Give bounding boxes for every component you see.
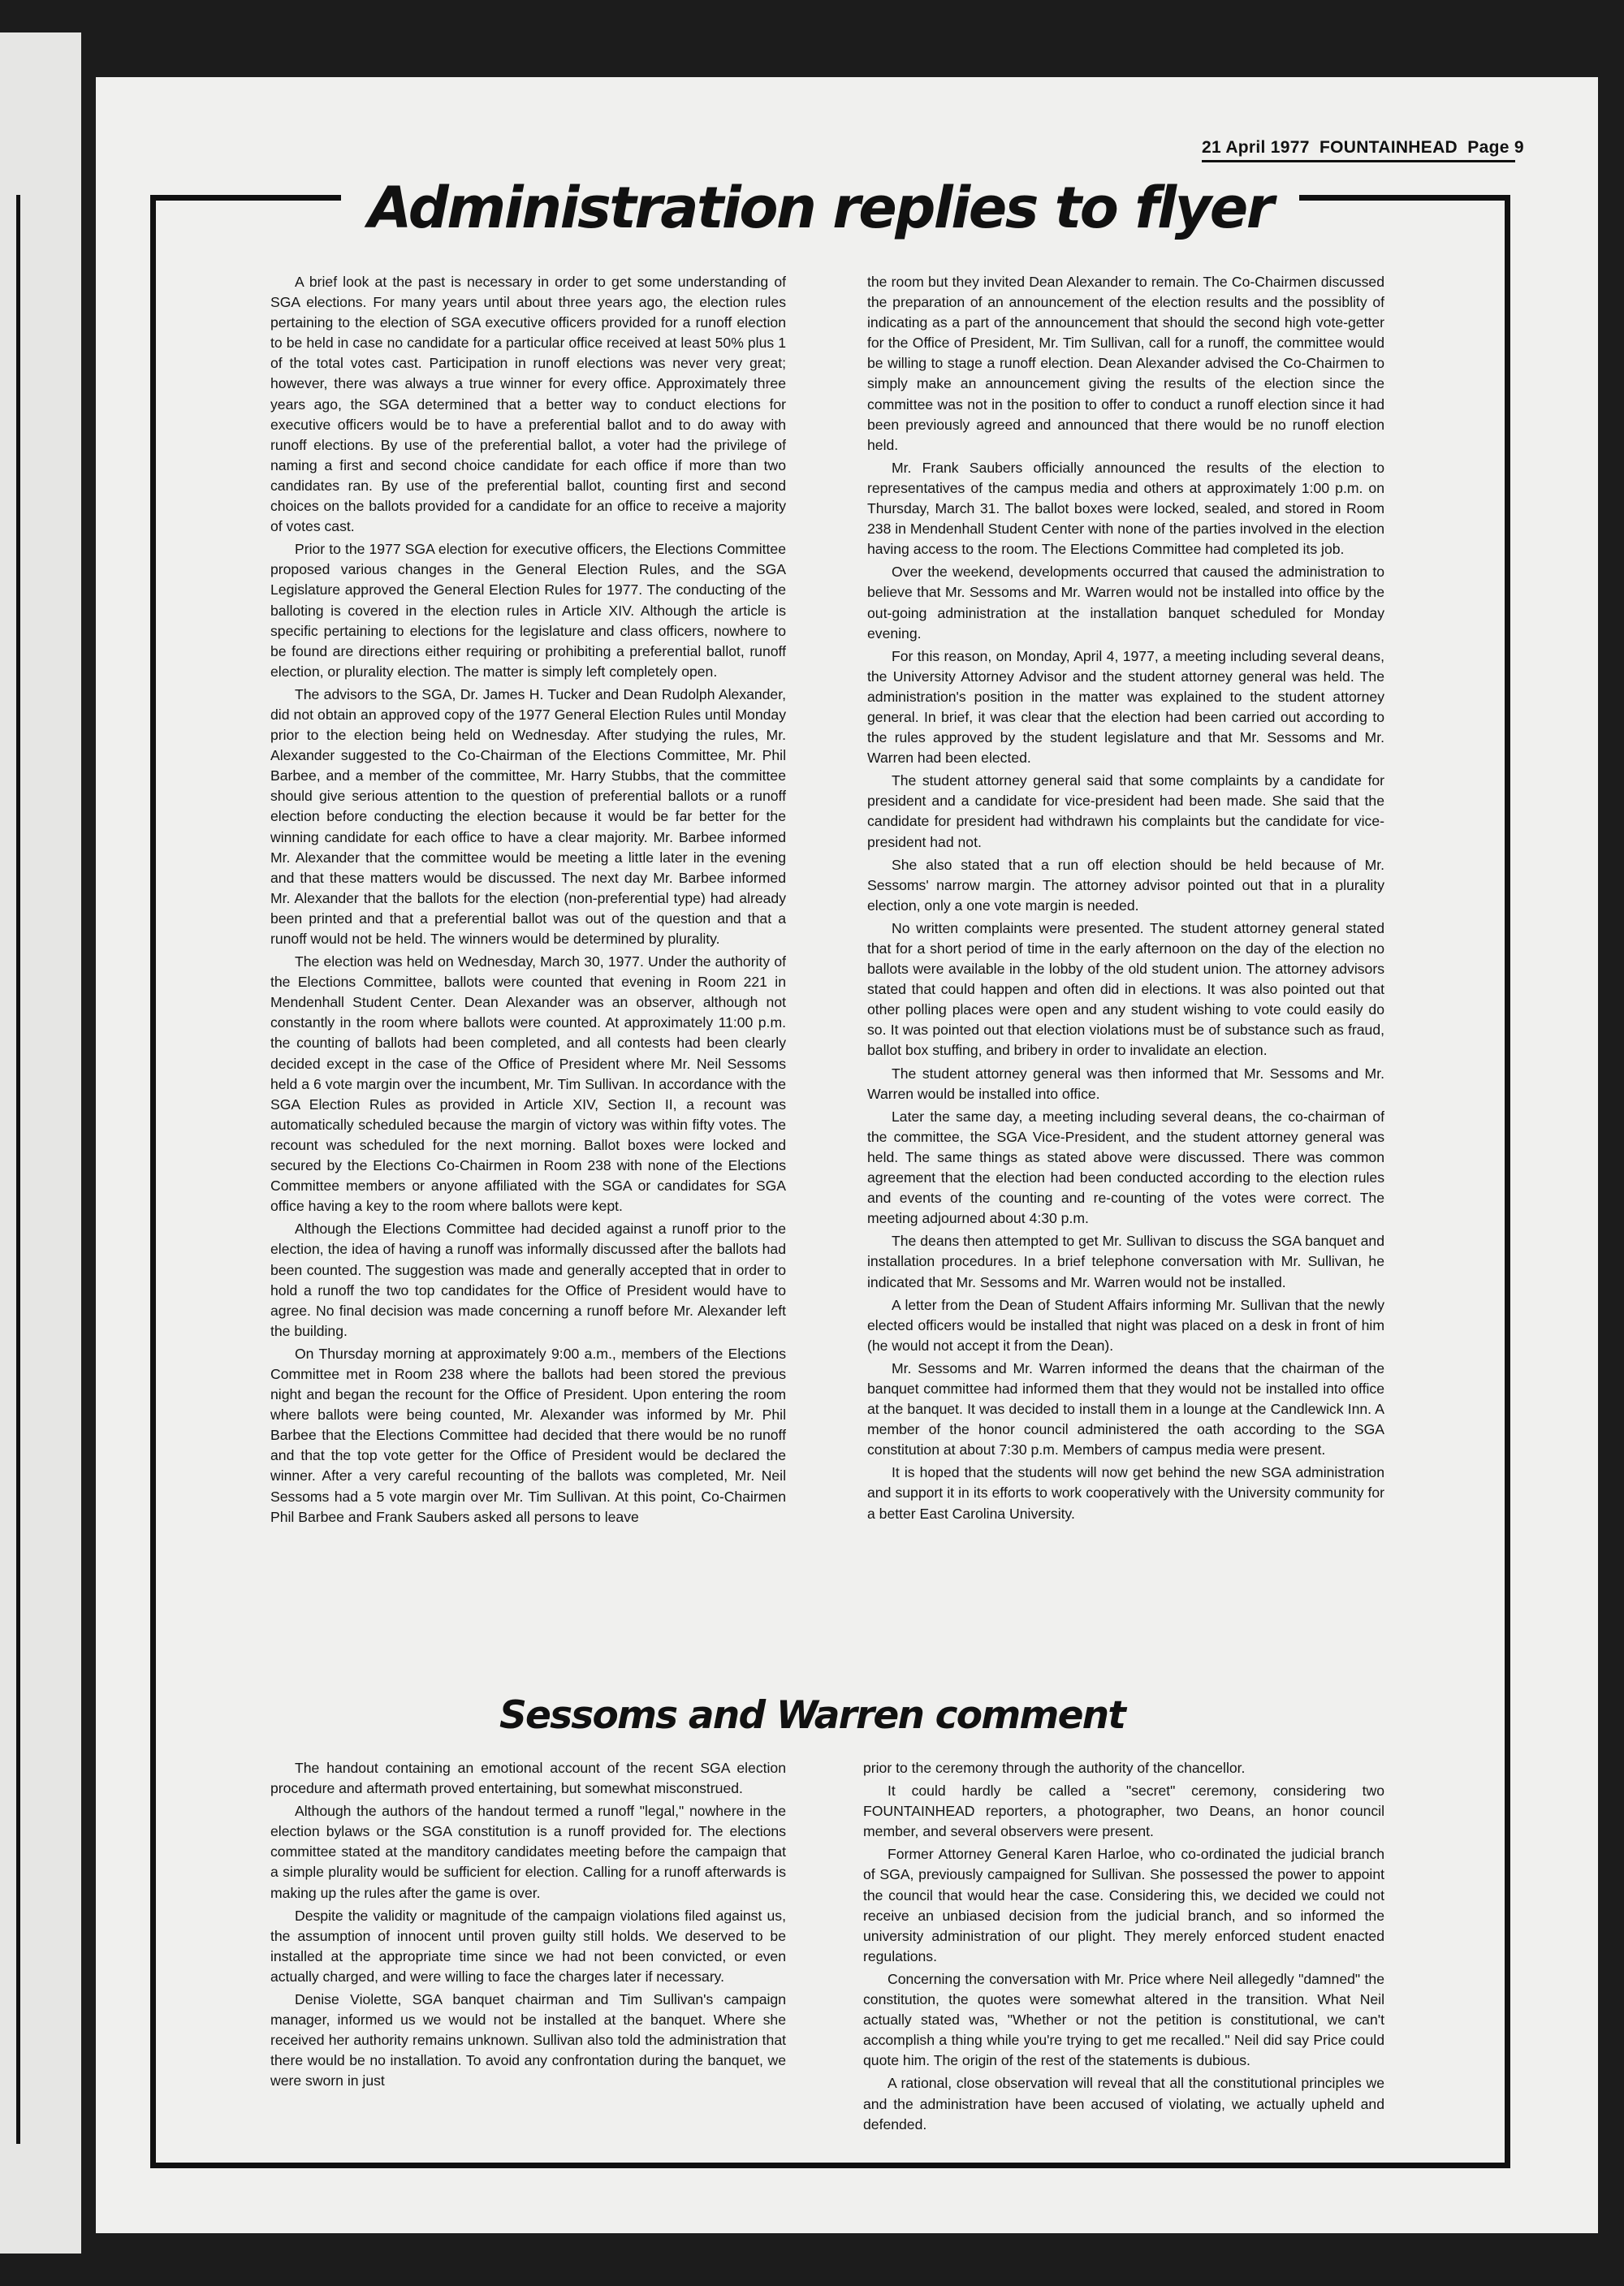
paragraph: Mr. Frank Saubers officially announced the results of the election to representatives of the campus media and others at approximately 1:00 p.m. on Thursday, March 31. The ballot boxes were locked, sealed, and stored in Room 238 in Mendenhall Student Center with none of the parties involved in the election having access to the room. The Elections Committee had completed its job. [867, 459, 1384, 558]
paragraph: Concerning the conversation with Mr. Price where Neil allegedly "damned" the constitution, the quotes were somewhat altered in the transition. What Neil actually stated was, "Whether or not the petition is constitutional, we can't accomplish a thing while you're trying to get me recalled." Neil did say Price could quote him. The origin of the rest of the statements is dubious. [863, 1970, 1384, 2069]
adjacent-page-edge [0, 32, 81, 2254]
paragraph: No written complaints were presented. The student attorney general stated that for a short period of time in the early afternoon on the day of the election no ballots were available in the lobby of the old student union. The attorney advisors stated that could happen and often did in elections. It was also pointed out that other polling places were open and any student wishing to vote could easily do so. It was pointed out that election violations must be of substance such as fraud, ballot box stuffing, and bribery in order to invalidate an election. [867, 919, 1384, 1059]
paragraph: The advisors to the SGA, Dr. James H. Tucker and Dean Rudolph Alexander, did not obtain an approved copy of the 1977 General Election Rules until Monday prior to the election being held on Wednesday. After studying the rules, Mr. Alexander suggested to the Co-Chairman of the Elections Committee, Mr. Phil Barbee, and a member of the committee, Mr. Harry Stubbs, that the committee should give serious attention to the question of preferential ballots or a runoff election before conducting the election because it would be far better for the winning candidate for each office to have a clear majority. Mr. Barbee informed Mr. Alexander that the committee would be meeting a little later in the evening and that these matters would be discussed. The next day Mr. Barbee informed Mr. Alexander that the ballots for the election (non-preferential type) had already been printed and that a preferential ballot was out of the question and that a runoff would not be held. The winners would be determined by plurality. [270, 685, 786, 947]
folio-rule [1202, 160, 1515, 162]
paragraph: Former Attorney General Karen Harloe, who co-ordinated the judicial branch of SGA, previously campaigned for Sullivan. She possessed the power to appoint the council that would hear the case. Considering this, we decided we could not receive an unbiased decision from the judicial branch, and so informed the university administration of our plight. They merely enforced student enacted regulations. [863, 1846, 1384, 1964]
article-column-1 [270, 272, 786, 1689]
page-number: Page 9 [1467, 138, 1524, 157]
paragraph: A rational, close observation will reveal that all the constitutional principles we and the administration have been accused of violating, we actually upheld and defended. [863, 2075, 1384, 2133]
sub-article-column-2 [863, 1758, 1384, 2148]
paragraph: A letter from the Dean of Student Affairs informing Mr. Sullivan that the newly elected officers would be installed that night was placed on a desk in front of him (he would not accept it from the Dean). [867, 1296, 1384, 1354]
paragraph: On Thursday morning at approximately 9:00 a.m., members of the Elections Committee met in Room 238 where the ballots had been stored the previous night and began the recount for the Office of President. Upon entering the room where ballots were being counted, Mr. Alexander was informed by Mr. Phil Barbee that the Elections Committee had decided that there would be no runoff and that the top vote getter for the Office of President would be declared the winner. After a very careful recounting of the ballots was completed, Mr. Neil Sessoms had a 5 vote margin over Mr. Tim Sullivan. At this point, Co-Chairmen Phil Barbee and Frank Saubers asked all persons to leave [270, 1345, 786, 1525]
paragraph: Over the weekend, developments occurred that caused the administration to believe that Mr. Sessoms and Mr. Warren would not be installed into office by the out-going administration at the installation banquet scheduled for Monday evening. [867, 564, 1384, 642]
paragraph: It is hoped that the students will now get behind the new SGA administration and support it in its efforts to work cooperatively with the University community for a better East Carolina University. [867, 1464, 1384, 1522]
paragraph: Despite the validity or magnitude of the campaign violations filed against us, the assumption of innocent until proven guilty still holds. We deserved to be installed at the appropriate time since we had not been convicted, or even actually charged, and were willing to face the charges later if necessary. [270, 1907, 786, 1985]
paragraph: It could hardly be called a "secret" ceremony, considering two FOUNTAINHEAD reporters, a photographer, two Deans, an honor council member, and several observers were present. [863, 1783, 1384, 1840]
sub-article-column-1 [270, 1758, 786, 2148]
paragraph: The election was held on Wednesday, March 30, 1977. Under the authority of the Elections Committee, ballots were counted that evening in Room 221 in Mendenhall Student Center. Dean Alexander was an observer, although not constantly in the room where ballots were counted. At approximately 11:00 p.m. the counting of ballots had been completed, and all contests had been clearly decided except in the case of the Office of President where Mr. Neil Sessoms held a 6 vote margin over the incumbent, Mr. Tim Sullivan. In accordance with the SGA Election Rules as provided in Article XIV, Section II, a recount was automatically scheduled because the margin of victory was within fifty votes. The recount was scheduled for the next morning. Ballot boxes were locked and secured by the Elections Co-Chairmen in Room 238 with none of the Elections Committee members or anyone affiliated with the SGA or candidates for SGA office having a key to the room where ballots were kept. [270, 953, 786, 1215]
publication-name: FOUNTAINHEAD [1319, 138, 1458, 157]
paragraph: The student attorney general said that some complaints by a candidate for president and a candidate for vice-president had been made. She said that the candidate for president had withdrawn his complaints but the candidate for vice-president had not. [867, 772, 1384, 850]
issue-date: 21 April 1977 [1202, 138, 1310, 157]
article-headline: Administration replies to flyer [341, 175, 1299, 240]
paragraph: For this reason, on Monday, April 4, 1977, a meeting including several deans, the University Attorney Advisor and the student attorney general was held. The administration's position in the matter was explained to the student attorney general. In brief, it was clear that the election had been carried out according to the rules approved by the student legislature and that Mr. Sessoms and Mr. Warren had been elected. [867, 647, 1384, 767]
paragraph: The handout containing an emotional account of the recent SGA election procedure and aftermath proved entertaining, but somewhat misconstrued. [270, 1760, 786, 1797]
paragraph: The deans then attempted to get Mr. Sullivan to discuss the SGA banquet and installation procedures. In a brief telephone conversation with Mr. Sullivan, he indicated that Mr. Sessoms and Mr. Warren would not be installed. [867, 1233, 1384, 1290]
paragraph: She also stated that a run off election should be held because of Mr. Sessoms' narrow margin. The attorney advisor pointed out that in a plurality election, only a one vote margin is needed. [867, 856, 1384, 914]
paragraph: Prior to the 1977 SGA election for executive officers, the Elections Committee proposed various changes in the General Election Rules, and the SGA Legislature approved the General Election Rules for 1977. The conducting of the balloting is covered in the election rules in Article XIV. Although the article is specific pertaining to elections for the legislature and class officers, nowhere to be found are directions either requiring or prohibiting a preferential ballot, runoff election, or plurality election. The matter is simply left completely open. [270, 541, 786, 680]
adjacent-page-rule [0, 195, 20, 2144]
paragraph: Mr. Sessoms and Mr. Warren informed the deans that the chairman of the banquet committee had informed them that they would not be installed into office at the banquet. It was decided to install them in a lounge at the Candlewick Inn. A member of the honor council administered the oath according to the SGA constitution at about 7:30 p.m. Members of campus media were present. [867, 1359, 1384, 1458]
paragraph: prior to the ceremony through the authority of the chancellor. [863, 1760, 1246, 1776]
paragraph: Denise Violette, SGA banquet chairman and Tim Sullivan's campaign manager, informed us we would not be installed at the banquet. Where she received her authority remains unknown. Sullivan also told the administration that there would be no installation. To avoid any confrontation during the banquet, we were sworn in just [270, 1991, 786, 2089]
article-column-2 [867, 272, 1384, 1689]
paragraph: the room but they invited Dean Alexander to remain. The Co-Chairmen discussed the preparation of an announcement of the election results and the possiblity of indicating as a part of the announcement that should the second high vote-getter for the Office of President, Mr. Tim Sullivan, call for a runoff, the committee would be willing to stage a runoff election. Dean Alexander advised the Co-Chairmen to simply make an announcement giving the results of the election since the committee was not in the position to offer to conduct a runoff election since it had been previously agreed and announced that there would be no runoff election held. [867, 274, 1384, 453]
page-folio [1202, 138, 1524, 158]
paragraph: The student attorney general was then informed that Mr. Sessoms and Mr. Warren would be installed into office. [867, 1065, 1384, 1102]
paragraph: Although the Elections Committee had decided against a runoff prior to the election, the idea of having a runoff was informally discussed after the ballots had been counted. The suggestion was made and generally accepted that in order to hold a runoff the two top candidates for the Office of President would have to agree. No final decision was made concerning a runoff before Mr. Alexander left the building. [270, 1221, 786, 1339]
paragraph: A brief look at the past is necessary in order to get some understanding of SGA elections. For many years until about three years ago, the election rules pertaining to the election of SGA executive officers provided for a runoff election to be held in case no candidate for a particular office received at least 50% plus 1 of the total votes cast. Participation in runoff elections was never very great; however, there was always a true winner for every office. Approximately three years ago, the SGA determined that a better way to conduct elections for executive officers would be to have a preferential ballot and to do away with runoff elections. By use of the preferential ballot, a voter had the privilege of naming a first and second choice candidate for each office if more than two candidates ran. By use of the preferential ballot, counting first and second choices on the ballots provided for a candidate for an office to receive a majority of votes cast. [270, 274, 786, 535]
paragraph: Later the same day, a meeting including several deans, the co-chairman of the committee, the SGA Vice-President, and the student attorney general was held. The same things as stated above were discussed. There was common agreement that the election had been conducted according to the election rules and events of the counting and re-counting of the votes were correct. The meeting adjourned about 4:30 p.m. [867, 1108, 1384, 1227]
sub-article-headline: Sessoms and Warren comment [499, 1693, 1125, 1738]
paragraph: Although the authors of the handout termed a runoff "legal," nowhere in the election bylaws or the SGA constitution is a runoff provided for. The elections committee stated at the manditory candidates meeting before the campaign that a simple plurality would be sufficient for election. Calling for a runoff afterwards is making up the rules after the game is over. [270, 1803, 786, 1901]
